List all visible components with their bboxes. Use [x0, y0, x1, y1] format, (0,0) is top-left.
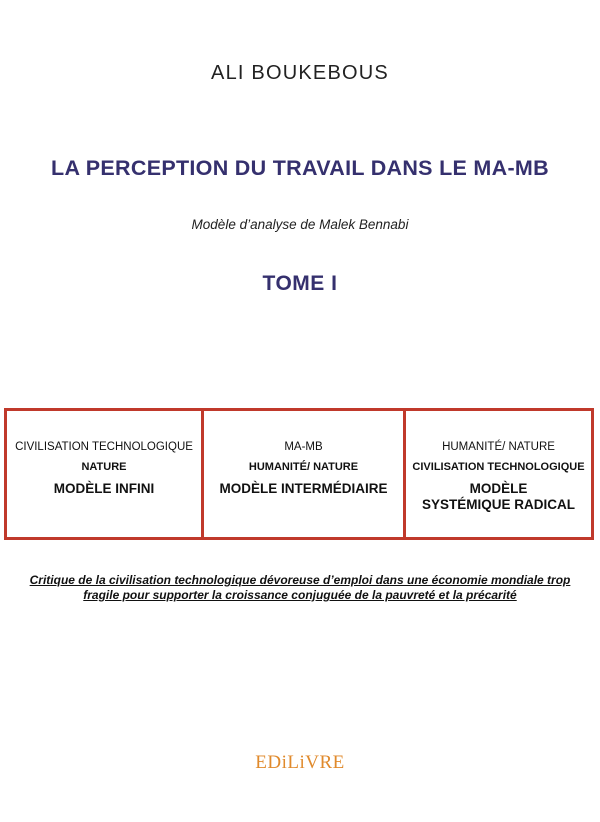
column-heading: MA-MB	[284, 441, 323, 453]
column-model-name: MODÈLE INFINI	[53, 481, 155, 496]
author-name: ALI BOUKEBOUS	[211, 62, 389, 84]
column-heading: CIVILISATION TECHNOLOGIQUE	[15, 441, 193, 453]
book-subtitle: Modèle d’analyse de Malek Bennabi	[191, 217, 409, 232]
column-subheading: CIVILISATION TECHNOLOGIQUE	[412, 461, 585, 473]
book-critique-tagline: Critique de la civilisation technologique dévoreuse d’emploi dans une économie mondiale trop fragile pour supporter la croissance conjuguée de la pauvreté et la précarité	[29, 573, 571, 602]
model-column-intermediaire	[201, 411, 403, 537]
model-column-systemique	[403, 411, 591, 537]
model-column-infini	[7, 411, 201, 537]
column-subheading: HUMANITÉ/ NATURE	[248, 461, 359, 473]
column-model-name: MODÈLE INTERMÉDIAIRE	[219, 481, 388, 496]
column-model-name: MODÈLE SYSTÉMIQUE RADICAL	[421, 481, 575, 512]
model-comparison-panel	[4, 408, 594, 540]
volume-label: TOME I	[262, 272, 338, 295]
book-title: LA PERCEPTION DU TRAVAIL DANS LE MA-MB	[51, 156, 549, 180]
publisher-logo: EDiLiVRE	[255, 752, 345, 773]
column-heading: HUMANITÉ/ NATURE	[442, 441, 555, 453]
column-subheading: NATURE	[81, 461, 127, 473]
